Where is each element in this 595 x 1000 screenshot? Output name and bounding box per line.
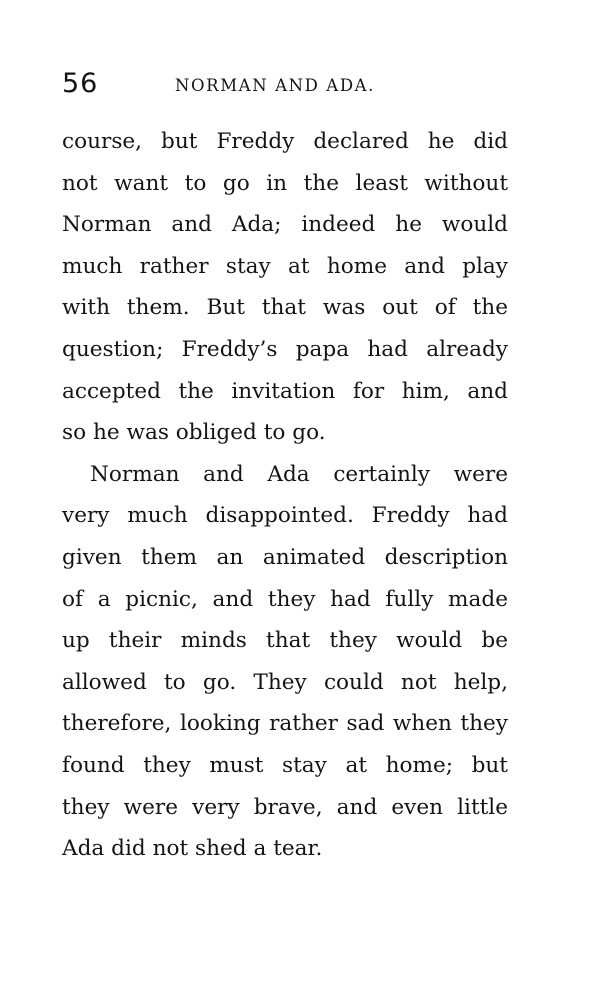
text-line: given them an animated description	[62, 544, 508, 570]
body-text	[62, 121, 508, 870]
text-line: up their minds that they would be	[62, 628, 508, 654]
text-line: course, but Freddy declared he did	[62, 129, 508, 154]
text-line: with them. But that was out of the	[62, 295, 508, 321]
paragraph-2	[62, 454, 508, 870]
text-line: Norman and Ada certainly were	[90, 461, 508, 487]
text-line: accepted the invitation for him, and	[62, 378, 508, 404]
running-title: NORMAN AND ADA.	[175, 76, 376, 95]
text-line: very much disappointed. Freddy had	[62, 503, 508, 529]
text-line: they were very brave, and even little	[62, 794, 508, 820]
text-line: Ada did not shed a tear.	[62, 836, 323, 862]
text-line: question; Freddy’s papa had already	[62, 336, 508, 362]
page-number: 56	[62, 68, 99, 99]
paragraph-1	[62, 121, 508, 454]
text-line: therefore, looking rather sad when they	[62, 711, 508, 737]
text-line: much rather stay at home and play	[62, 253, 508, 279]
text-line: found they must stay at home; but	[62, 752, 508, 778]
text-line: not want to go in the least without	[62, 170, 508, 196]
text-line: allowed to go. They could not help,	[62, 669, 508, 695]
text-line: so he was obliged to go.	[62, 420, 326, 446]
text-line: Norman and Ada; indeed he would	[62, 212, 508, 238]
text-line: of a picnic, and they had fully made	[62, 586, 508, 612]
page-header	[62, 64, 522, 104]
